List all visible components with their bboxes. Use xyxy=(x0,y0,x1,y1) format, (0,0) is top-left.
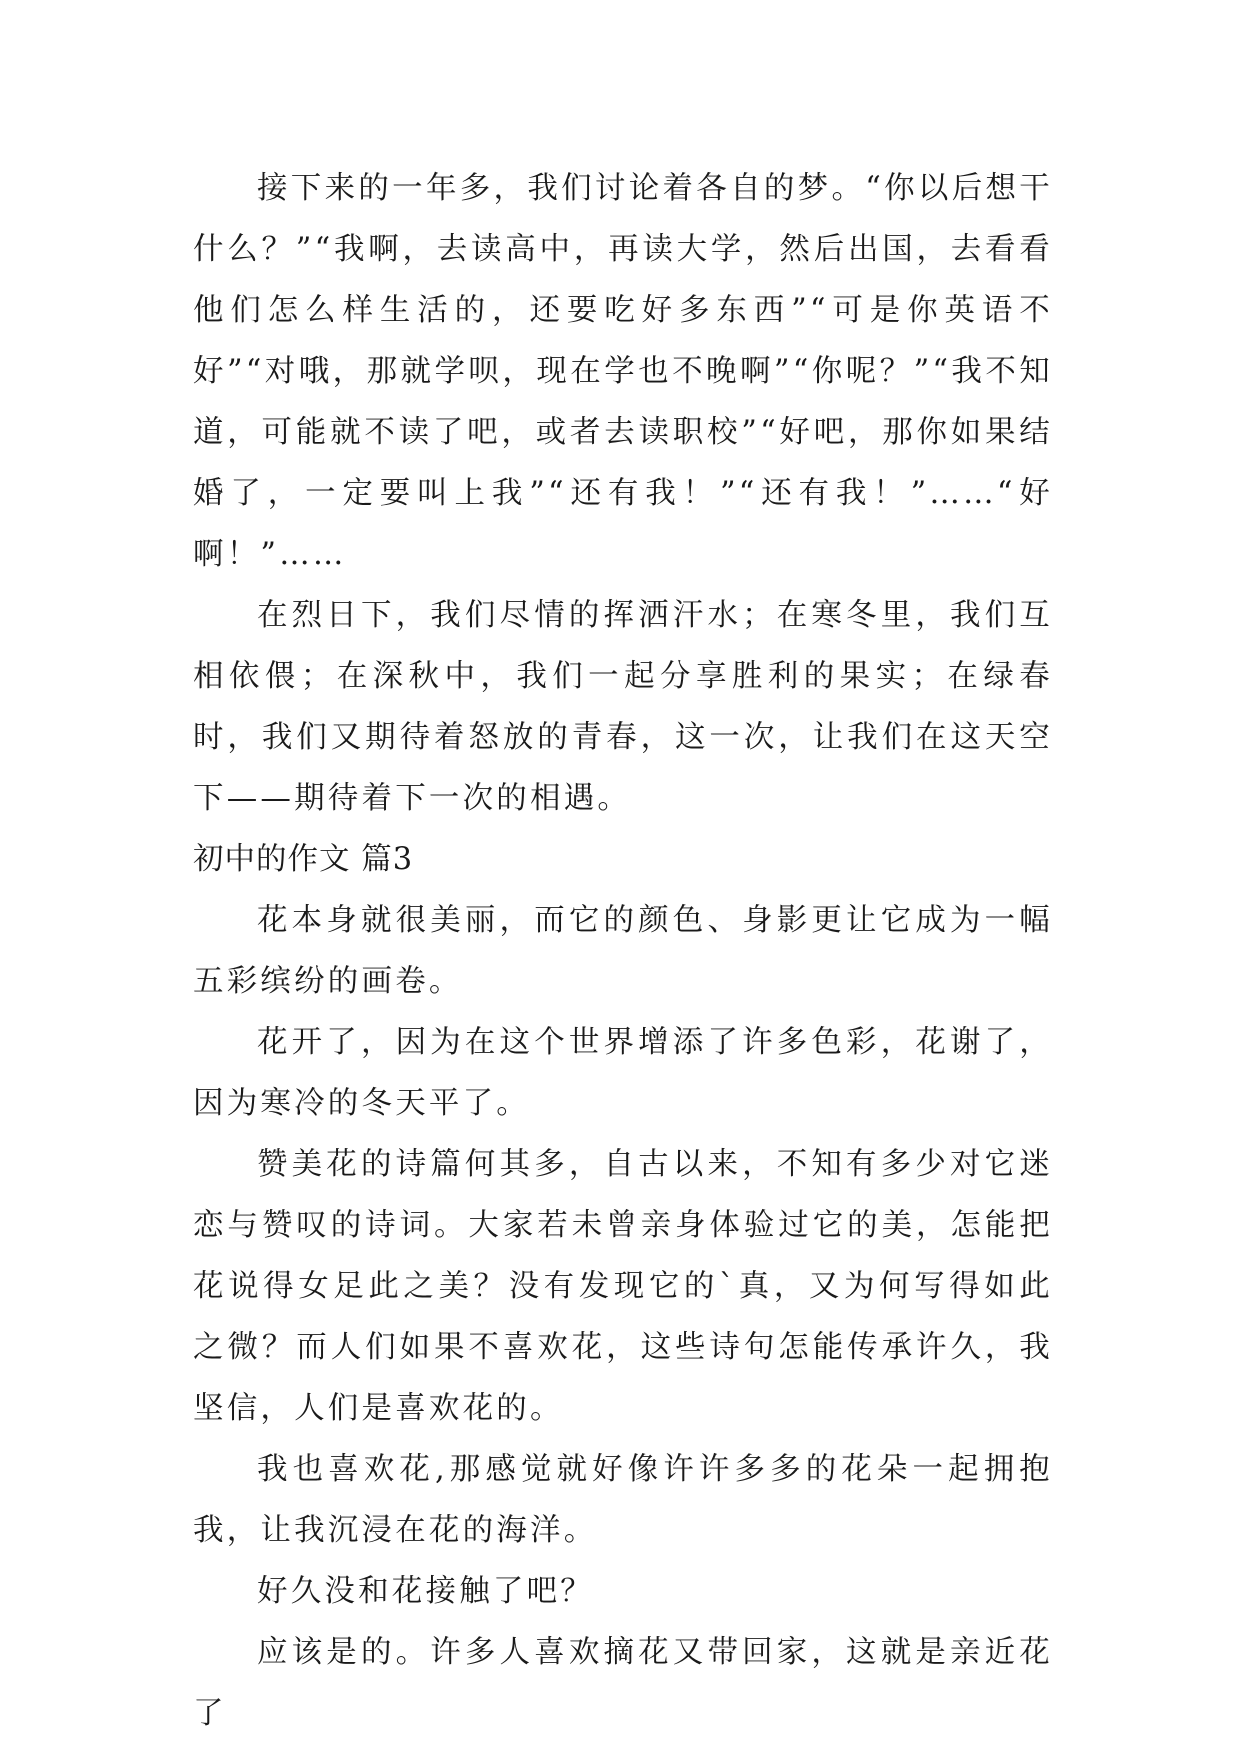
paragraph: 好久没和花接触了吧？ xyxy=(257,1574,594,1609)
section-heading: 初中的作文 篇3 xyxy=(193,842,414,877)
paragraph: 应该是的。许多人喜欢摘花又带回家，这就是亲近花了 xyxy=(193,1635,1053,1731)
document-body xyxy=(193,158,1053,1744)
paragraph: 在烈日下，我们尽情的挥洒汗水；在寒冬里，我们互相依偎；在深秋中，我们一起分享胜利的果实；在绿春时，我们又期待着怒放的青春，这一次，让我们在这天空下——期待着下一次的相遇。 xyxy=(193,598,1053,816)
paragraph: 花本身就很美丽，而它的颜色、身影更让它成为一幅五彩缤纷的画卷。 xyxy=(193,903,1053,999)
paragraph: 接下来的一年多，我们讨论着各自的梦。“你以后想干什么？”“我啊，去读高中，再读大学，然后出国，去看看他们怎么样生活的，还要吃好多东西”“可是你英语不好”“对哦，那就学呗，现在学也不晚啊”“你呢？”“我不知道，可能就不读了吧，或者去读职校”“好吧，那你如果结婚了，一定要叫上我”“还有我！”“还有我！”……“好啊！”…… xyxy=(193,171,1053,572)
paragraph: 赞美花的诗篇何其多，自古以来，不知有多少对它迷恋与赞叹的诗词。大家若未曾亲身体验过它的美，怎能把花说得女足此之美？没有发现它的`真，又为何写得如此之微？而人们如果不喜欢花，这些诗句怎能传承许久，我坚信，人们是喜欢花的。 xyxy=(193,1147,1053,1426)
paragraph: 花开了，因为在这个世界增添了许多色彩，花谢了，因为寒冷的冬天平了。 xyxy=(193,1025,1053,1121)
paragraph: 我也喜欢花,那感觉就好像许许多多的花朵一起拥抱我，让我沉浸在花的海洋。 xyxy=(193,1452,1053,1548)
